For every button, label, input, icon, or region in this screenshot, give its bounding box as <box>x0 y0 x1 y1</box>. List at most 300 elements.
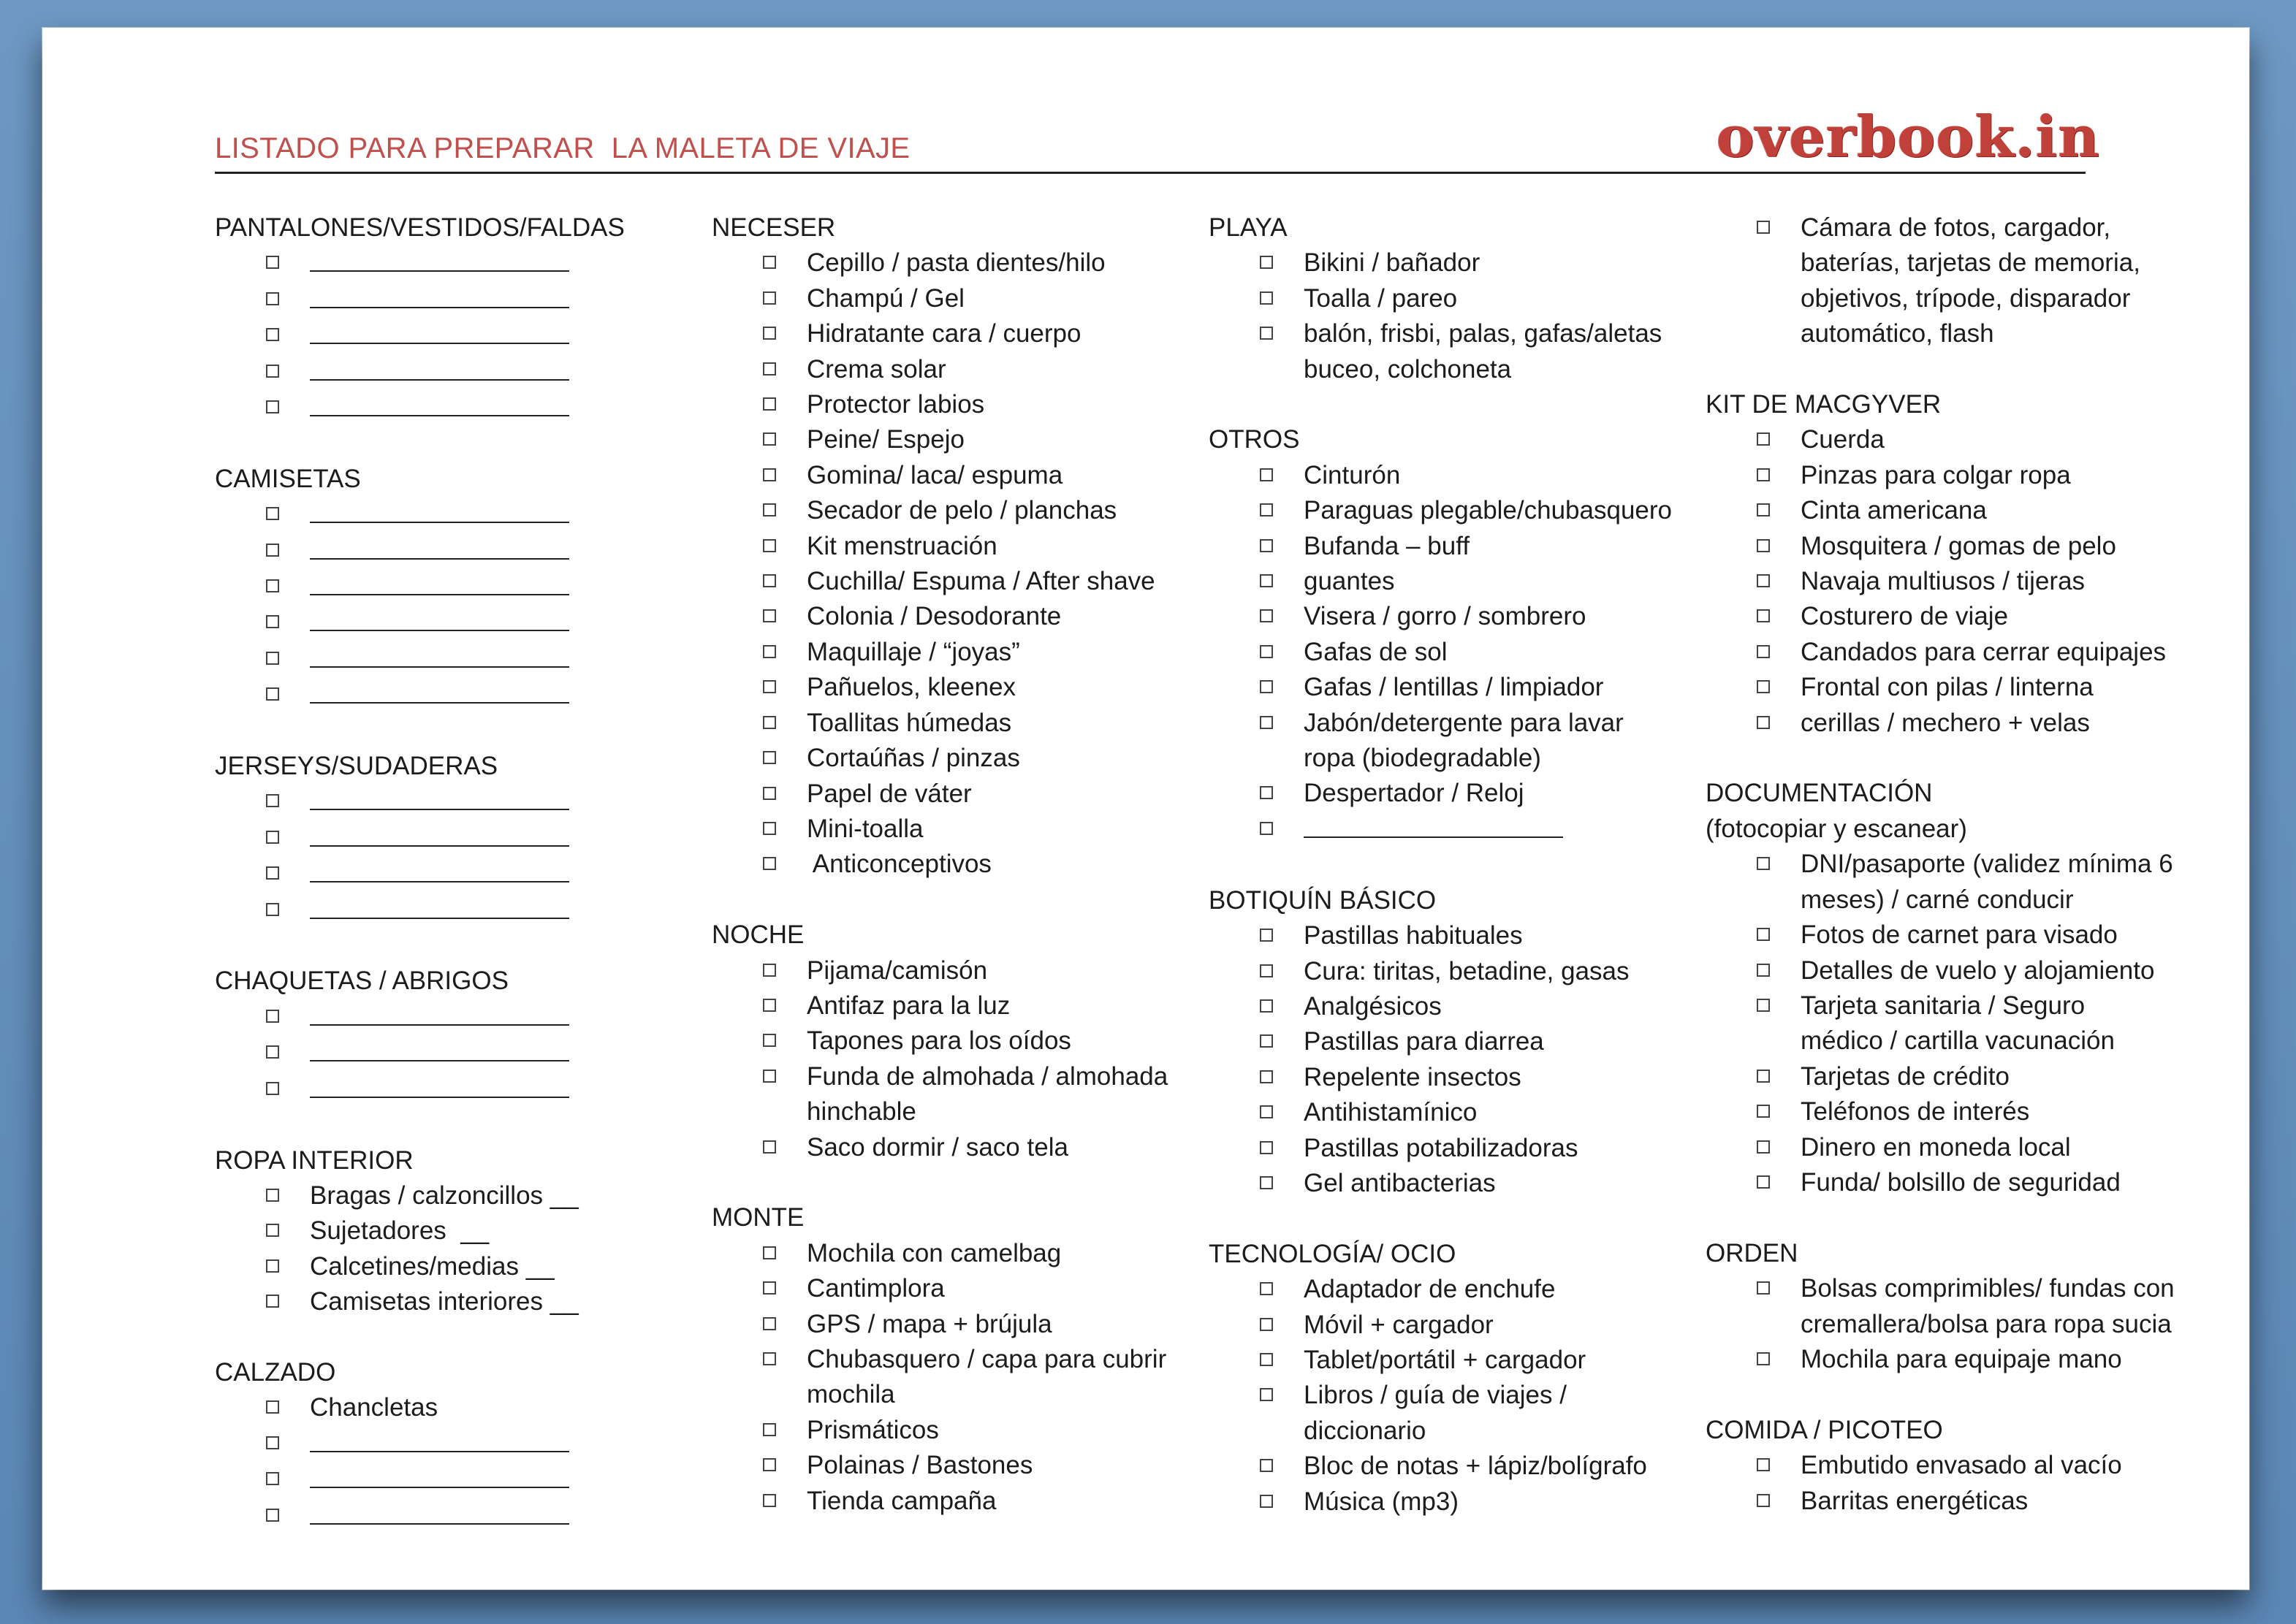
checkbox-icon[interactable] <box>1260 574 1273 587</box>
blank-write-in-line <box>310 245 569 272</box>
item-label: Camisetas interiores __ <box>310 1287 579 1316</box>
checklist-item <box>1706 493 2188 528</box>
checklist-item <box>712 706 1194 741</box>
checkbox-icon[interactable] <box>266 1400 279 1414</box>
checklist-item <box>712 422 1194 457</box>
checklist-item <box>1209 1343 1691 1378</box>
section-orden <box>1706 1236 2188 1378</box>
checkbox-icon[interactable] <box>763 751 776 764</box>
checkbox-icon[interactable] <box>1757 680 1770 693</box>
item-label: Champú / Gel <box>807 283 965 313</box>
checkbox-icon[interactable] <box>266 831 279 844</box>
section-subtitle: (fotocopiar y escanear) <box>1706 814 1967 843</box>
checkbox-icon[interactable] <box>1757 1494 1770 1507</box>
checklist-item <box>1706 1271 2188 1342</box>
item-label: Mochila para equipaje mano <box>1801 1344 2122 1373</box>
blank-write-in-line <box>310 533 569 560</box>
item-label: Protector labios <box>807 390 985 419</box>
item-label: Antifaz para la luz <box>807 991 1011 1020</box>
checkbox-icon[interactable] <box>763 256 776 269</box>
checklist-item <box>1706 706 2188 741</box>
item-label: Chubasquero / capa para cubrir mochila <box>807 1344 1167 1409</box>
checklist-item <box>1209 493 1691 528</box>
checkbox-icon[interactable] <box>1260 680 1273 693</box>
item-label: Cinta americana <box>1801 496 1987 525</box>
checkbox-icon[interactable] <box>763 680 776 693</box>
checklist-item <box>1209 245 1691 281</box>
section-camisetas <box>215 462 697 714</box>
checklist-item <box>1209 1272 1691 1307</box>
blank-write-in-line <box>310 1072 569 1098</box>
column-1 <box>215 210 697 1569</box>
checklist-item <box>712 1130 1194 1165</box>
item-label: Gafas de sol <box>1304 637 1448 666</box>
item-label: Detalles de vuelo y alojamiento <box>1801 956 2155 985</box>
checkbox-icon[interactable] <box>763 964 776 977</box>
item-label: Teléfonos de interés <box>1801 1097 2030 1126</box>
checkbox-icon[interactable] <box>1260 716 1273 729</box>
item-label: Kit menstruación <box>807 531 997 560</box>
checklist-item <box>1209 812 1691 847</box>
page-title: LISTADO PARA PREPARAR LA MALETA DE VIAJE <box>215 132 911 164</box>
item-label: Fotos de carnet para visado <box>1801 920 2118 950</box>
section-title: TECNOLOGÍA/ OCIO <box>1209 1239 1456 1268</box>
item-label: Cuerda <box>1801 425 1885 454</box>
checklist-item <box>712 847 1194 882</box>
checkbox-icon[interactable] <box>1757 1105 1770 1118</box>
brand-logo: overbook.in <box>1716 104 2100 170</box>
checkbox-icon[interactable] <box>266 365 279 378</box>
checklist-item <box>712 1023 1194 1059</box>
checklist-item <box>215 677 697 713</box>
checkbox-icon[interactable] <box>266 1224 279 1237</box>
checklist-item <box>215 497 697 533</box>
item-label: Bloc de notas + lápiz/bolígrafo <box>1304 1452 1647 1481</box>
checkbox-icon[interactable] <box>266 794 279 807</box>
checkbox-icon[interactable] <box>763 1352 776 1365</box>
item-label: Pijama/camisón <box>807 956 988 985</box>
checkbox-icon[interactable] <box>1260 1070 1273 1083</box>
checkbox-icon[interactable] <box>1260 964 1273 977</box>
item-label: Música (mp3) <box>1304 1487 1459 1516</box>
item-label: Maquillaje / “joyas” <box>807 637 1020 666</box>
checklist-item <box>1706 988 2188 1059</box>
checklist-item <box>1209 281 1691 316</box>
checkbox-icon[interactable] <box>266 328 279 341</box>
item-label: Peine/ Espejo <box>807 425 965 454</box>
blank-write-in-line <box>310 784 569 810</box>
item-label: Tapones para los oídos <box>807 1026 1071 1056</box>
checklist-item <box>1209 1024 1691 1059</box>
item-label: guantes <box>1304 567 1395 596</box>
checkbox-icon[interactable] <box>266 866 279 880</box>
blank-write-in-line <box>310 569 569 595</box>
blank-write-in-line <box>310 641 569 668</box>
item-label: Hidratante cara / cuerpo <box>807 319 1082 348</box>
checkbox-icon[interactable] <box>763 822 776 835</box>
checkbox-icon[interactable] <box>266 1472 279 1485</box>
checkbox-icon[interactable] <box>1757 857 1770 870</box>
checkbox-icon[interactable] <box>763 1494 776 1507</box>
checklist-item <box>712 670 1194 705</box>
checkbox-icon[interactable] <box>1757 999 1770 1012</box>
checkbox-icon[interactable] <box>1757 574 1770 587</box>
section-jerseys-sudaderas <box>215 749 697 929</box>
checkbox-icon[interactable] <box>1757 1281 1770 1295</box>
section-title: COMIDA / PICOTEO <box>1706 1415 1943 1444</box>
item-label: Despertador / Reloj <box>1304 779 1524 808</box>
checkbox-icon[interactable] <box>763 327 776 340</box>
section-title: MONTE <box>712 1203 805 1232</box>
checkbox-icon[interactable] <box>266 292 279 305</box>
blank-write-in-line <box>310 1462 569 1488</box>
checklist-item <box>1209 1060 1691 1095</box>
item-label: Bragas / calzoncillos __ <box>310 1181 579 1210</box>
checklist-item <box>712 458 1194 493</box>
checklist-item <box>1209 458 1691 493</box>
checklist-item <box>215 641 697 677</box>
section-title: CHAQUETAS / ABRIGOS <box>215 967 509 996</box>
checkbox-icon[interactable] <box>763 1423 776 1436</box>
checkbox-icon[interactable] <box>1260 1282 1273 1295</box>
checklist-item <box>1706 529 2188 564</box>
item-label: Jabón/detergente para lavar ropa (biodegradable) <box>1304 708 1624 773</box>
item-label: Chancletas <box>310 1393 438 1422</box>
checkbox-icon[interactable] <box>763 999 776 1012</box>
checkbox-icon[interactable] <box>1757 503 1770 516</box>
checklist-item <box>712 1342 1194 1413</box>
checklist-item <box>1706 1484 2188 1519</box>
checklist-item <box>1706 670 2188 705</box>
checkbox-icon[interactable] <box>1260 1459 1273 1472</box>
checkbox-icon[interactable] <box>763 1458 776 1471</box>
checkbox-icon[interactable] <box>763 291 776 305</box>
checklist-item <box>215 820 697 856</box>
item-label: Candados para cerrar equipajes <box>1801 637 2167 666</box>
checklist-item <box>1706 635 2188 670</box>
checkbox-icon[interactable] <box>1260 327 1273 340</box>
checklist-item <box>215 533 697 569</box>
checkbox-icon[interactable] <box>266 1259 279 1273</box>
checklist-item <box>1209 1131 1691 1166</box>
checklist-item <box>1706 1094 2188 1129</box>
checkbox-icon[interactable] <box>1757 1458 1770 1471</box>
checklist-item <box>215 856 697 892</box>
checklist-item <box>712 741 1194 776</box>
checklist-item <box>1706 564 2188 599</box>
checkbox-icon[interactable] <box>1260 1388 1273 1401</box>
checkbox-icon[interactable] <box>266 1189 279 1202</box>
checklist-item <box>1209 599 1691 634</box>
checkbox-icon[interactable] <box>266 256 279 269</box>
checkbox-icon[interactable] <box>763 1034 776 1047</box>
checkbox-icon[interactable] <box>763 1070 776 1083</box>
blank-write-in-line <box>310 820 569 847</box>
section-title: NOCHE <box>712 920 805 950</box>
checkbox-icon[interactable] <box>763 645 776 658</box>
item-label: Cuchilla/ Espuma / After shave <box>807 567 1155 596</box>
item-label: Tarjeta sanitaria / Seguro médico / cartilla vacunación <box>1801 991 2115 1056</box>
checkbox-icon[interactable] <box>1260 786 1273 799</box>
checklist-item <box>1706 1448 2188 1483</box>
checkbox-icon[interactable] <box>763 1317 776 1330</box>
checkbox-icon[interactable] <box>763 609 776 622</box>
checkbox-icon[interactable] <box>763 1246 776 1259</box>
section-title: CALZADO <box>215 1357 336 1387</box>
item-label: Analgésicos <box>1304 991 1442 1021</box>
checkbox-icon[interactable] <box>1260 1176 1273 1189</box>
item-label: Paraguas plegable/chubasquero <box>1304 496 1672 525</box>
checklist-item <box>1209 776 1691 811</box>
item-label: Colonia / Desodorante <box>807 602 1062 631</box>
checkbox-icon[interactable] <box>266 687 279 701</box>
checkbox-icon[interactable] <box>266 1436 279 1449</box>
checkbox-icon[interactable] <box>266 1045 279 1059</box>
item-label: Gel antibacterias <box>1304 1168 1496 1197</box>
checkbox-icon[interactable] <box>1757 964 1770 977</box>
checkbox-icon[interactable] <box>1757 1070 1770 1083</box>
item-label: Secador de pelo / planchas <box>807 496 1117 525</box>
checkbox-icon[interactable] <box>1757 221 1770 234</box>
checklist-item <box>712 1413 1194 1448</box>
checkbox-icon[interactable] <box>266 400 279 413</box>
item-label: Móvil + cargador <box>1304 1310 1494 1339</box>
item-label: GPS / mapa + brújula <box>807 1309 1052 1338</box>
checkbox-icon[interactable] <box>1260 999 1273 1013</box>
blank-write-in-line <box>310 354 569 381</box>
checklist-item <box>1209 1484 1691 1520</box>
checklist-item <box>1209 1449 1691 1484</box>
blank-write-in-line <box>310 1035 569 1061</box>
section-title: JERSEYS/SUDADERAS <box>215 752 498 781</box>
checklist-item <box>215 245 697 281</box>
item-label: Gomina/ laca/ espuma <box>807 460 1063 489</box>
item-label: Barritas energéticas <box>1801 1486 2029 1515</box>
checkbox-icon[interactable] <box>1260 256 1273 269</box>
section-tecnologia-ocio <box>1209 1237 1691 1520</box>
checklist-item <box>215 1462 697 1498</box>
checklist-item <box>215 354 697 390</box>
item-label: Frontal con pilas / linterna <box>1801 673 2094 702</box>
section-title: NECESER <box>712 213 836 242</box>
checkbox-icon[interactable] <box>763 574 776 587</box>
checkbox-icon[interactable] <box>1260 539 1273 552</box>
checkbox-icon[interactable] <box>1757 432 1770 446</box>
blank-write-in-line <box>310 999 569 1026</box>
checklist-item <box>1209 918 1691 953</box>
checklist-item <box>1209 529 1691 564</box>
checkbox-icon[interactable] <box>1757 539 1770 552</box>
section-monte <box>712 1200 1194 1519</box>
checklist-item <box>1209 670 1691 705</box>
checklist-item <box>712 1484 1194 1519</box>
checklist-item <box>1209 635 1691 670</box>
item-label: Polainas / Bastones <box>807 1451 1033 1480</box>
section-documentacion <box>1706 776 2188 1200</box>
checklist-item <box>1209 954 1691 989</box>
checkbox-icon[interactable] <box>763 857 776 870</box>
checkbox-icon[interactable] <box>1757 716 1770 729</box>
checklist-page <box>42 28 2249 1590</box>
item-label: Embutido envasado al vacío <box>1801 1451 2122 1480</box>
item-label: DNI/pasaporte (validez mínima 6 meses) / carné conducir <box>1801 850 2173 914</box>
checklist-item <box>215 1284 697 1319</box>
blank-write-in-line <box>310 390 569 416</box>
item-label: Visera / gorro / sombrero <box>1304 602 1586 631</box>
item-label: Pinzas para colgar ropa <box>1801 460 2071 489</box>
checkbox-icon[interactable] <box>1260 645 1273 658</box>
checklist-item <box>215 1178 697 1213</box>
checklist-item <box>712 1448 1194 1483</box>
section-title: KIT DE MACGYVER <box>1706 390 1942 419</box>
item-label: Pañuelos, kleenex <box>807 673 1016 702</box>
checklist-item <box>1706 953 2188 988</box>
checkbox-icon[interactable] <box>1260 1141 1273 1154</box>
item-label: Prismáticos <box>807 1415 939 1444</box>
item-label: Calcetines/medias __ <box>310 1251 555 1281</box>
checklist-item <box>1209 706 1691 777</box>
checkbox-icon[interactable] <box>1260 1105 1273 1118</box>
header-divider <box>215 172 2086 174</box>
checkbox-icon[interactable] <box>266 507 279 520</box>
section-title: BOTIQUÍN BÁSICO <box>1209 885 1437 915</box>
checkbox-icon[interactable] <box>1260 1353 1273 1366</box>
checkbox-icon[interactable] <box>1260 929 1273 942</box>
item-label: Pastillas habituales <box>1304 921 1523 950</box>
item-label: Pastillas para diarrea <box>1304 1027 1544 1056</box>
checkbox-icon[interactable] <box>1757 468 1770 481</box>
item-label: Bikini / bañador <box>1304 248 1480 278</box>
item-label: cerillas / mechero + velas <box>1801 708 2090 737</box>
section-chaquetas-abrigos <box>215 964 697 1108</box>
checklist-item <box>215 999 697 1035</box>
checklist-item <box>712 564 1194 599</box>
checkbox-icon[interactable] <box>1757 928 1770 941</box>
blank-write-in-line <box>310 893 569 919</box>
checkbox-icon[interactable] <box>1260 1318 1273 1331</box>
checklist-item <box>712 812 1194 847</box>
checkbox-icon[interactable] <box>266 652 279 665</box>
checklist-item <box>712 599 1194 634</box>
blank-write-in-line <box>310 1498 569 1525</box>
item-label: Bolsas comprimibles/ fundas con cremallera/bolsa para ropa sucia <box>1801 1274 2175 1338</box>
checklist-item <box>215 390 697 426</box>
checkbox-icon[interactable] <box>1260 468 1273 481</box>
checklist-item <box>1706 1165 2188 1200</box>
checkbox-icon[interactable] <box>763 397 776 411</box>
blank-write-in-line <box>310 677 569 704</box>
item-label: Adaptador de enchufe <box>1304 1275 1556 1304</box>
checklist-item <box>215 1390 697 1425</box>
section-ropa-interior <box>215 1143 697 1320</box>
checklist-item <box>215 1249 697 1284</box>
section-title: PANTALONES/VESTIDOS/FALDAS <box>215 213 625 242</box>
checklist-item <box>1706 210 2188 352</box>
checkbox-icon[interactable] <box>763 1140 776 1154</box>
checkbox-icon[interactable] <box>266 579 279 592</box>
item-label: Toalla / pareo <box>1304 283 1458 313</box>
section-comida-picoteo <box>1706 1413 2188 1519</box>
checklist-item <box>1209 1166 1691 1201</box>
item-label: Antihistamínico <box>1304 1098 1478 1127</box>
checkbox-icon[interactable] <box>266 615 279 628</box>
checkbox-icon[interactable] <box>763 468 776 481</box>
checkbox-icon[interactable] <box>763 432 776 446</box>
checklist-item <box>712 281 1194 316</box>
item-label: Mosquitera / gomas de pelo <box>1801 531 2116 560</box>
item-label: Navaja multiusos / tijeras <box>1801 567 2086 596</box>
checkbox-icon[interactable] <box>1260 291 1273 305</box>
checklist-item <box>712 1307 1194 1342</box>
checkbox-icon[interactable] <box>1260 1495 1273 1508</box>
checkbox-icon[interactable] <box>763 787 776 800</box>
blank-write-in-line <box>310 318 569 344</box>
checkbox-icon[interactable] <box>266 1010 279 1023</box>
checkbox-icon[interactable] <box>266 544 279 557</box>
checklist-item <box>215 1426 697 1462</box>
checkbox-icon[interactable] <box>1757 1352 1770 1365</box>
checklist-item <box>1706 1342 2188 1377</box>
section-noche <box>712 918 1194 1165</box>
checkbox-icon[interactable] <box>1260 503 1273 516</box>
checkbox-icon[interactable] <box>1757 1140 1770 1154</box>
checklist-item <box>1706 1130 2188 1165</box>
column-3 <box>1209 210 1691 1555</box>
item-label: Toallitas húmedas <box>807 708 1012 737</box>
checklist-item <box>215 784 697 820</box>
item-label: Sujetadores __ <box>310 1216 490 1246</box>
checkbox-icon[interactable] <box>1260 822 1273 835</box>
item-label: Costurero de viaje <box>1801 602 2009 631</box>
checkbox-icon[interactable] <box>1260 609 1273 622</box>
checklist-item <box>215 1035 697 1071</box>
section-neceser <box>712 210 1194 882</box>
item-label: Tienda campaña <box>807 1486 997 1515</box>
checkbox-icon[interactable] <box>266 1509 279 1522</box>
checkbox-icon[interactable] <box>1757 645 1770 658</box>
item-label: Funda de almohada / almohada hinchable <box>807 1061 1168 1126</box>
checklist-item <box>1706 1059 2188 1094</box>
checklist-item <box>712 635 1194 670</box>
checkbox-icon[interactable] <box>266 903 279 916</box>
section-title: PLAYA <box>1209 213 1288 242</box>
checkbox-icon[interactable] <box>1757 1175 1770 1189</box>
checklist-item <box>712 387 1194 422</box>
checkbox-icon[interactable] <box>1260 1034 1273 1048</box>
blank-write-in-line <box>1304 812 1563 838</box>
checkbox-icon[interactable] <box>763 716 776 729</box>
checkbox-icon[interactable] <box>763 503 776 516</box>
item-label: Cura: tiritas, betadine, gasas <box>1304 956 1630 986</box>
item-label: Bufanda – buff <box>1304 531 1470 560</box>
checklist-item <box>712 1236 1194 1271</box>
checkbox-icon[interactable] <box>763 1281 776 1295</box>
checklist-item <box>215 282 697 318</box>
checkbox-icon[interactable] <box>1757 609 1770 622</box>
checklist-item <box>1706 918 2188 953</box>
item-label: Cortaúñas / pinzas <box>807 744 1020 773</box>
checklist-item <box>1209 1095 1691 1130</box>
section-title: DOCUMENTACIÓN <box>1706 779 1933 808</box>
section-botiquin-basico <box>1209 883 1691 1202</box>
checkbox-icon[interactable] <box>266 1082 279 1095</box>
checkbox-icon[interactable] <box>763 362 776 375</box>
checkbox-icon[interactable] <box>266 1295 279 1308</box>
checklist-item <box>1209 564 1691 599</box>
item-label: Tablet/portátil + cargador <box>1304 1345 1586 1374</box>
checkbox-icon[interactable] <box>763 539 776 552</box>
checklist-item <box>1706 422 2188 457</box>
